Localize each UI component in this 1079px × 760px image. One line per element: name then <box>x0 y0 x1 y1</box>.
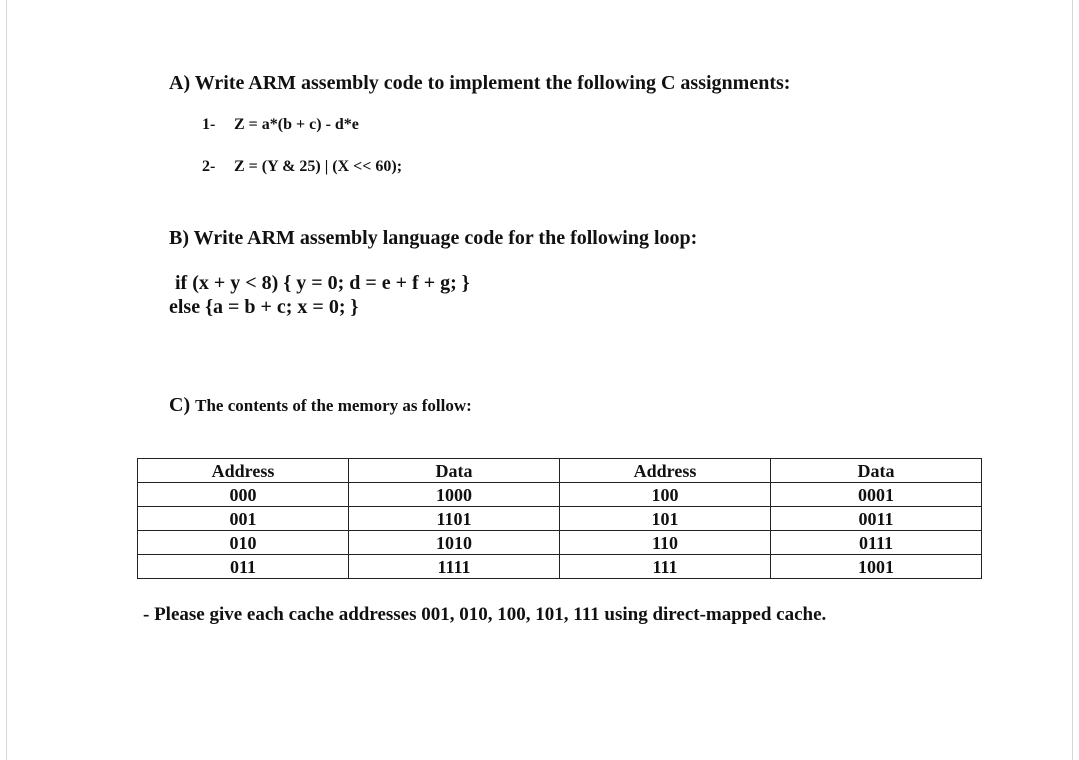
question-a-label: A) <box>169 72 191 94</box>
header-address-1: Address <box>138 459 349 483</box>
table-row <box>138 531 982 555</box>
table-cell: 1111 <box>349 555 560 579</box>
table-row <box>138 507 982 531</box>
table-cell: 0001 <box>771 483 982 507</box>
table-cell: 111 <box>560 555 771 579</box>
table-header-row <box>138 459 982 483</box>
question-a <box>169 72 790 95</box>
item-expression: Z = (Y & 25) | (X << 60); <box>234 158 403 175</box>
cache-instruction-note: - Please give each cache addresses 001, 010, 100, 101, 111 using direct-mapped cache. <box>143 604 827 625</box>
header-data-2: Data <box>771 459 982 483</box>
table-row <box>138 483 982 507</box>
header-address-2: Address <box>560 459 771 483</box>
table-cell: 101 <box>560 507 771 531</box>
table-cell: 110 <box>560 531 771 555</box>
table-cell: 010 <box>138 531 349 555</box>
table-cell: 0111 <box>771 531 982 555</box>
code-line-else: else {a = b + c; x = 0; } <box>169 296 359 318</box>
question-b-text: Write ARM assembly language code for the following loop: <box>193 227 698 249</box>
header-data-1: Data <box>349 459 560 483</box>
table-row <box>138 555 982 579</box>
code-line-if: if (x + y < 8) { y = 0; d = e + f + g; } <box>175 272 470 294</box>
table-cell: 001 <box>138 507 349 531</box>
question-b-label: B) <box>169 227 189 249</box>
question-c <box>169 394 472 417</box>
question-c-label: C) <box>169 394 191 416</box>
document-page <box>6 0 1073 760</box>
question-b <box>169 227 697 250</box>
item-number: 2- <box>202 158 216 175</box>
item-number: 1- <box>202 116 216 133</box>
question-a-item-1 <box>202 116 359 134</box>
table-cell: 011 <box>138 555 349 579</box>
table-cell: 1010 <box>349 531 560 555</box>
memory-table <box>137 458 982 579</box>
question-c-text: The contents of the memory as follow: <box>195 396 472 415</box>
question-a-item-2 <box>202 158 402 176</box>
question-a-text: Write ARM assembly code to implement the following C assignments: <box>194 72 791 94</box>
item-expression: Z = a*(b + c) - d*e <box>234 116 359 133</box>
table-cell: 1101 <box>349 507 560 531</box>
table-cell: 0011 <box>771 507 982 531</box>
table-cell: 1001 <box>771 555 982 579</box>
table-cell: 1000 <box>349 483 560 507</box>
table-cell: 000 <box>138 483 349 507</box>
table-cell: 100 <box>560 483 771 507</box>
